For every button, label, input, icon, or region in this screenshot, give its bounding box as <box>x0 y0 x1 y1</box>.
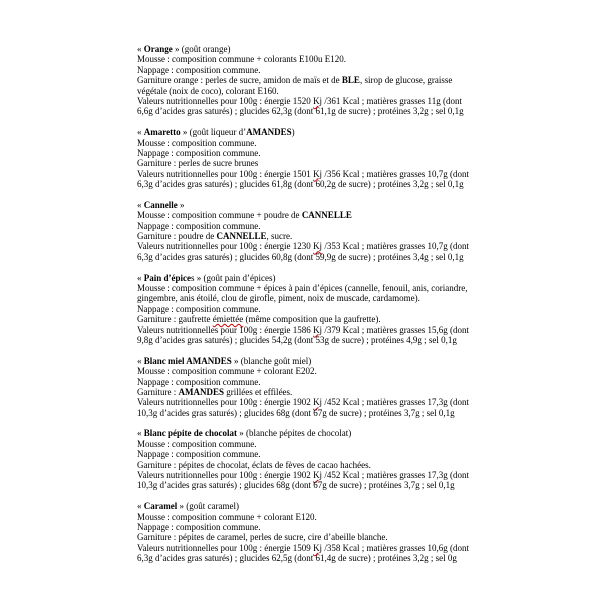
text-segment: s » (goût pain d’épices) <box>191 272 276 283</box>
bold-text: CANNELLE <box>301 210 352 221</box>
text-segment: 9,8g d’acides gras saturés) ; glucides 54,2g (dont 53g de sucre) ; protéines 4,9g ; sel 0,1g <box>137 334 457 345</box>
bold-text: Blanc miel AMANDES <box>143 355 232 366</box>
text-line <box>137 335 477 345</box>
text-segment: « <box>137 44 144 54</box>
text-segment: grillées et effilées. <box>224 386 293 397</box>
text-segment: Nappage : composition commune. <box>137 220 261 231</box>
text-line <box>137 522 477 532</box>
text-segment: Garniture : poudre de <box>137 231 217 242</box>
text-segment: « <box>137 501 144 512</box>
text-line <box>137 366 477 376</box>
section-blanc-miel-amandes <box>137 356 477 418</box>
text-segment: /379 Kcal ; matières grasses 15,6g (dont <box>322 324 470 335</box>
spellcheck-flagged-word: émiettée <box>212 314 244 325</box>
text-segment: /452 Kcal ; matières grasses 17,3g (dont <box>322 397 470 408</box>
text-line <box>137 273 477 283</box>
text-line <box>137 65 477 75</box>
section-orange <box>137 44 477 117</box>
text-segment: Valeurs nutritionnelles pour 100g : énergie 1586 <box>137 324 314 335</box>
text-line <box>137 356 477 366</box>
bold-text: Cannelle <box>143 199 178 210</box>
text-line <box>137 553 477 563</box>
text-segment: Nappage : composition commune. <box>137 64 261 75</box>
text-segment: Mousse : composition commune + épices à pain d’épices (cannelle, fenouil, anis, coriandre, <box>137 282 468 293</box>
text-segment: » (goût orange) <box>172 44 231 54</box>
text-segment: Valeurs nutritionnelles pour 100g : énergie 1902 <box>137 397 314 408</box>
text-segment: 10,3g d’acides gras saturés) ; glucides 68g (dont 67g de sucre) ; protéines 3,7g ; sel 0,1g <box>137 407 455 418</box>
text-segment: « <box>137 355 144 366</box>
text-line <box>137 501 477 511</box>
section-blanc-pepite-chocolat <box>137 428 477 490</box>
document-content <box>137 44 477 574</box>
text-line <box>137 387 477 397</box>
text-line <box>137 397 477 407</box>
text-line <box>137 449 477 459</box>
text-segment: Mousse : composition commune + poudre de <box>137 210 302 221</box>
text-line <box>137 512 477 522</box>
text-line <box>137 200 477 210</box>
text-line <box>137 460 477 470</box>
text-line <box>137 86 477 96</box>
section-cannelle <box>137 200 477 262</box>
text-line <box>137 252 477 262</box>
bold-text: Pain d’épice <box>143 272 191 283</box>
text-segment: Valeurs nutritionnelles pour 100g : énergie 1230 <box>137 241 314 252</box>
text-line <box>137 221 477 231</box>
text-segment: Mousse : composition commune. <box>137 438 257 449</box>
text-segment: /452 Kcal ; matières grasses 17,3g (dont <box>322 470 470 481</box>
text-segment: Nappage : composition commune. <box>137 521 261 532</box>
text-line <box>137 408 477 418</box>
spellcheck-flagged-word: Kj <box>313 542 323 553</box>
text-line <box>137 325 477 335</box>
text-segment: Valeurs nutritionnelles pour 100g : énergie 1501 <box>137 168 314 179</box>
text-line <box>137 314 477 324</box>
spellcheck-flagged-word: Kj <box>313 168 323 179</box>
text-line <box>137 377 477 387</box>
text-segment: » (goût caramel) <box>177 501 239 512</box>
text-segment: Valeurs nutritionnelles pour 100g : énergie 1902 <box>137 470 314 481</box>
text-segment: Garniture : pépites de chocolat, éclats de fèves de cacao hachées. <box>137 459 371 470</box>
bold-text: AMANDES <box>246 127 292 138</box>
text-segment: « <box>137 272 144 283</box>
text-line <box>137 293 477 303</box>
text-line <box>137 169 477 179</box>
bold-text: BLE <box>341 75 360 86</box>
text-segment: Garniture : <box>137 386 179 397</box>
spellcheck-flagged-word: Kj <box>313 241 323 252</box>
text-segment: Valeurs nutritionnelles pour 100g : énergie 1520 <box>137 95 314 106</box>
text-segment: Valeurs nutritionnelles pour 100g : énergie 1509 <box>137 542 314 553</box>
text-line <box>137 148 477 158</box>
bold-text: CANNELLE <box>216 231 267 242</box>
text-line <box>137 106 477 116</box>
text-segment: /361 Kcal ; matières grasses 11g (dont <box>322 95 462 106</box>
text-segment: Nappage : composition commune. <box>137 376 261 387</box>
spellcheck-flagged-word: Kj <box>313 324 323 335</box>
text-segment: /358 Kcal ; matières grasses 10,6g (dont <box>322 542 470 553</box>
text-line <box>137 158 477 168</box>
text-segment: Garniture orange : perles de sucre, amidon de maïs et de <box>137 75 342 86</box>
text-segment: 6,3g d’acides gras saturés) ; glucides 61,8g (dont 60,2g de sucre) ; protéines 3,2g ; sel 0,1g <box>137 179 464 190</box>
text-line <box>137 75 477 85</box>
text-line <box>137 231 477 241</box>
text-segment: Nappage : composition commune. <box>137 303 261 314</box>
text-line <box>137 283 477 293</box>
text-segment: Garniture : perles de sucre brunes <box>137 158 259 169</box>
text-segment: » <box>177 199 185 210</box>
bold-text: Orange <box>143 44 173 54</box>
text-line <box>137 96 477 106</box>
text-line <box>137 127 477 137</box>
text-line <box>137 138 477 148</box>
section-pain-depices <box>137 273 477 346</box>
text-segment: végétale (noix de coco), colorant E160. <box>137 85 279 96</box>
text-segment: 10,3g d’acides gras saturés) ; glucides 68g (dont 67g de sucre) ; protéines 3,7g ; sel 0,1g <box>137 480 455 491</box>
bold-text: Blanc pépite de chocolat <box>143 428 237 439</box>
text-line <box>137 54 477 64</box>
text-segment: ) <box>291 127 295 138</box>
text-segment: » (blanche pépites de chocolat) <box>237 428 352 439</box>
text-segment: gingembre, anis étoilé, clou de girofle, piment, noix de muscade, cardamome). <box>137 293 420 304</box>
bold-text: Amaretto <box>143 127 181 138</box>
text-segment: Mousse : composition commune + colorant E120. <box>137 511 317 522</box>
spellcheck-flagged-word: Kj <box>313 470 323 481</box>
text-segment: Mousse : composition commune + colorant E202. <box>137 366 317 377</box>
text-segment: (même composition que la gaufrette). <box>243 314 381 325</box>
text-segment: Garniture : gaufrette <box>137 314 213 325</box>
text-line <box>137 241 477 251</box>
text-segment: /356 Kcal ; matières grasses 10,7g (dont <box>322 168 470 179</box>
text-line <box>137 480 477 490</box>
text-segment: Nappage : composition commune. <box>137 147 261 158</box>
text-line <box>137 44 477 54</box>
bold-text: Caramel <box>143 501 178 512</box>
spellcheck-flagged-word: Kj <box>313 397 323 408</box>
text-segment: Mousse : composition commune + colorants E100u E120. <box>137 54 347 65</box>
text-segment: « <box>137 127 144 138</box>
text-segment: » (blanche goût miel) <box>231 355 312 366</box>
text-segment: , sucre. <box>266 231 293 242</box>
text-line <box>137 428 477 438</box>
text-segment: Garniture : pépites de caramel, perles de sucre, cire d’abeille blanche. <box>137 532 388 543</box>
text-line <box>137 532 477 542</box>
text-segment: Mousse : composition commune. <box>137 137 257 148</box>
text-segment: « <box>137 428 144 439</box>
section-amaretto <box>137 127 477 189</box>
text-segment: 6,3g d’acides gras saturés) ; glucides 62,5g (dont 61,4g de sucre) ; protéines 3,2g ; sel 0g <box>137 553 457 564</box>
text-segment: » (goût liqueur d’ <box>180 127 247 138</box>
text-segment: , sirop de glucose, graisse <box>359 75 453 86</box>
text-line <box>137 304 477 314</box>
text-segment: 6,3g d’acides gras saturés) ; glucides 60,8g (dont 59,9g de sucre) ; protéines 3,4g ; sel 0,1g <box>137 251 464 262</box>
text-segment: « <box>137 199 144 210</box>
text-line <box>137 439 477 449</box>
text-line <box>137 179 477 189</box>
text-line <box>137 470 477 480</box>
text-segment: /353 Kcal ; matières grasses 10,7g (dont <box>322 241 470 252</box>
text-line <box>137 543 477 553</box>
text-segment: Nappage : composition commune. <box>137 449 261 460</box>
text-segment: 6,6g d’acides gras saturés) ; glucides 62,3g (dont 61,1g de sucre) ; protéines 3,2g ; sel 0,1g <box>137 106 464 117</box>
spellcheck-flagged-word: Kj <box>313 95 323 106</box>
section-caramel <box>137 501 477 563</box>
text-line <box>137 210 477 220</box>
bold-text: AMANDES <box>178 386 224 397</box>
